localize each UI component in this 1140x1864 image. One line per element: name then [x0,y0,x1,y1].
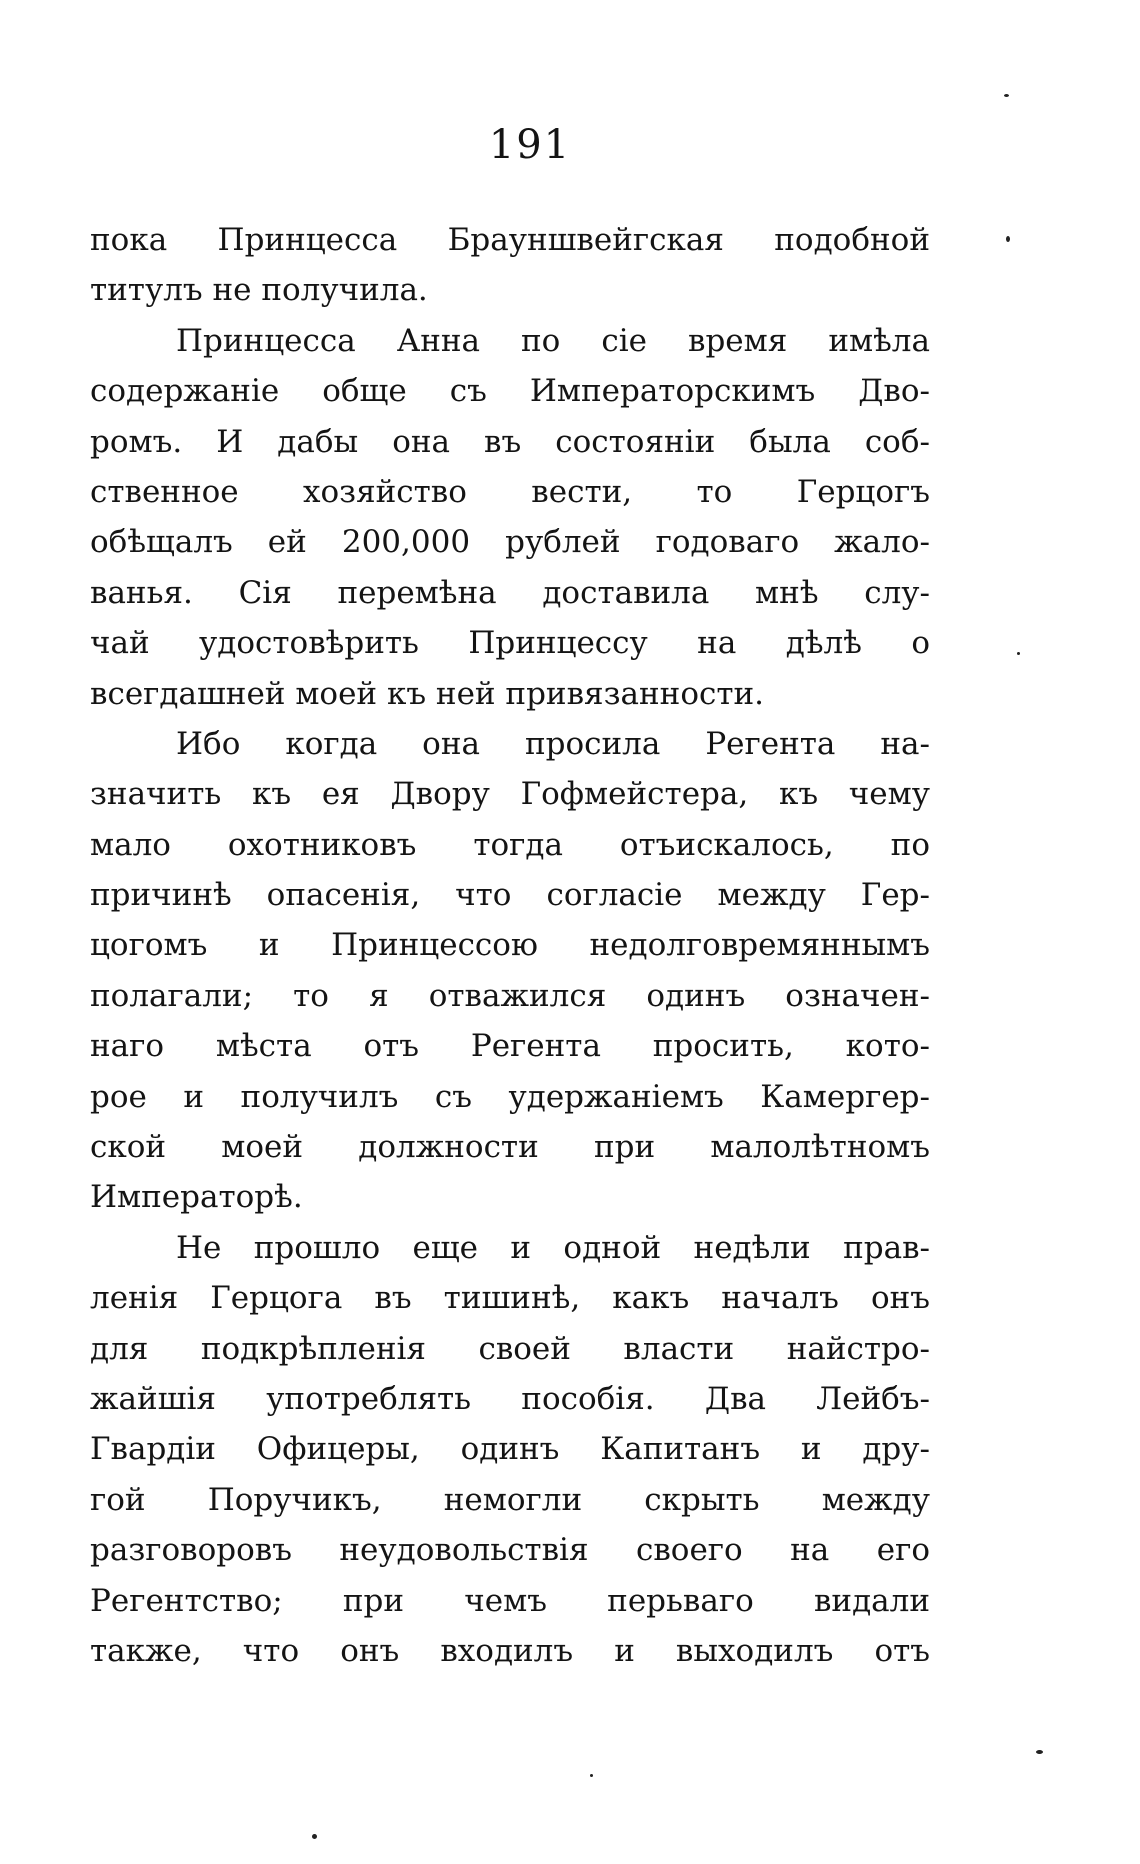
text-line: полагали; то я отважился одинъ означен- [90,977,930,1014]
scan-speck [1017,652,1020,655]
text-line: чай удостовѣрить Принцессу на дѣлѣ о [90,625,930,662]
text-line: титулъ не получила. [90,272,428,309]
scan-speck [590,1774,593,1777]
scan-speck [1004,94,1009,97]
text-line: ской моей должности при малолѣтномъ [90,1129,930,1166]
scan-speck [1036,1750,1043,1754]
text-line: пока Принцесса Брауншвейгская подобной [90,222,930,258]
text-line: значить къ ея Двору Гофмейстера, къ чему [90,776,930,813]
text-line: ленія Герцога въ тишинѣ, какъ началъ онъ [90,1280,930,1317]
text-line: Принцесса Анна по сіе время имѣла [176,322,930,359]
text-line: ственное хозяйство вести, то Герцогъ [90,473,930,510]
text-line: Гвардіи Офицеры, одинъ Капитанъ и дру- [90,1431,930,1468]
text-line: наго мѣста отъ Регента просить, кото- [90,1028,930,1065]
text-line: причинѣ опасенія, что согласіе между Гер- [90,877,930,914]
text-line: обѣщалъ ей 200,000 рублей годоваго жало- [90,524,930,561]
scan-speck [1006,236,1010,242]
text-line: жайшія употреблять пособія. Два Лейбъ- [90,1380,930,1417]
body-text [90,215,930,1676]
text-line: содержаніе обще съ Императорскимъ Дво- [90,373,930,410]
text-line: Императорѣ. [90,1179,303,1216]
text-line: цогомъ и Принцессою недолговремяннымъ [90,927,930,964]
text-line: Регентство; при чемъ перьваго видали [90,1582,930,1619]
text-line: для подкрѣпленія своей власти найстро- [90,1330,930,1367]
text-line: рое и получилъ съ удержаніемъ Камергер- [90,1078,930,1115]
page-number: 191 [488,122,572,168]
text-line: гой Поручикъ, немогли скрыть между [90,1481,930,1518]
text-line: мало охотниковъ тогда отъискалось, по [90,826,930,863]
text-line: ванья. Сія перемѣна доставила мнѣ слу- [90,574,930,611]
text-line: также, что онъ входилъ и выходилъ отъ [90,1632,930,1669]
text-line: ромъ. И дабы она въ состояніи была соб- [90,423,930,460]
text-line: всегдашней моей къ ней привязанности. [90,675,765,712]
text-line: Ибо когда она просила Регента на- [176,725,930,762]
text-line: разговоровъ неудовольствія своего на его [90,1532,930,1569]
scan-speck [312,1834,317,1839]
text-line: Не прошло еще и одной недѣли прав- [176,1229,930,1266]
